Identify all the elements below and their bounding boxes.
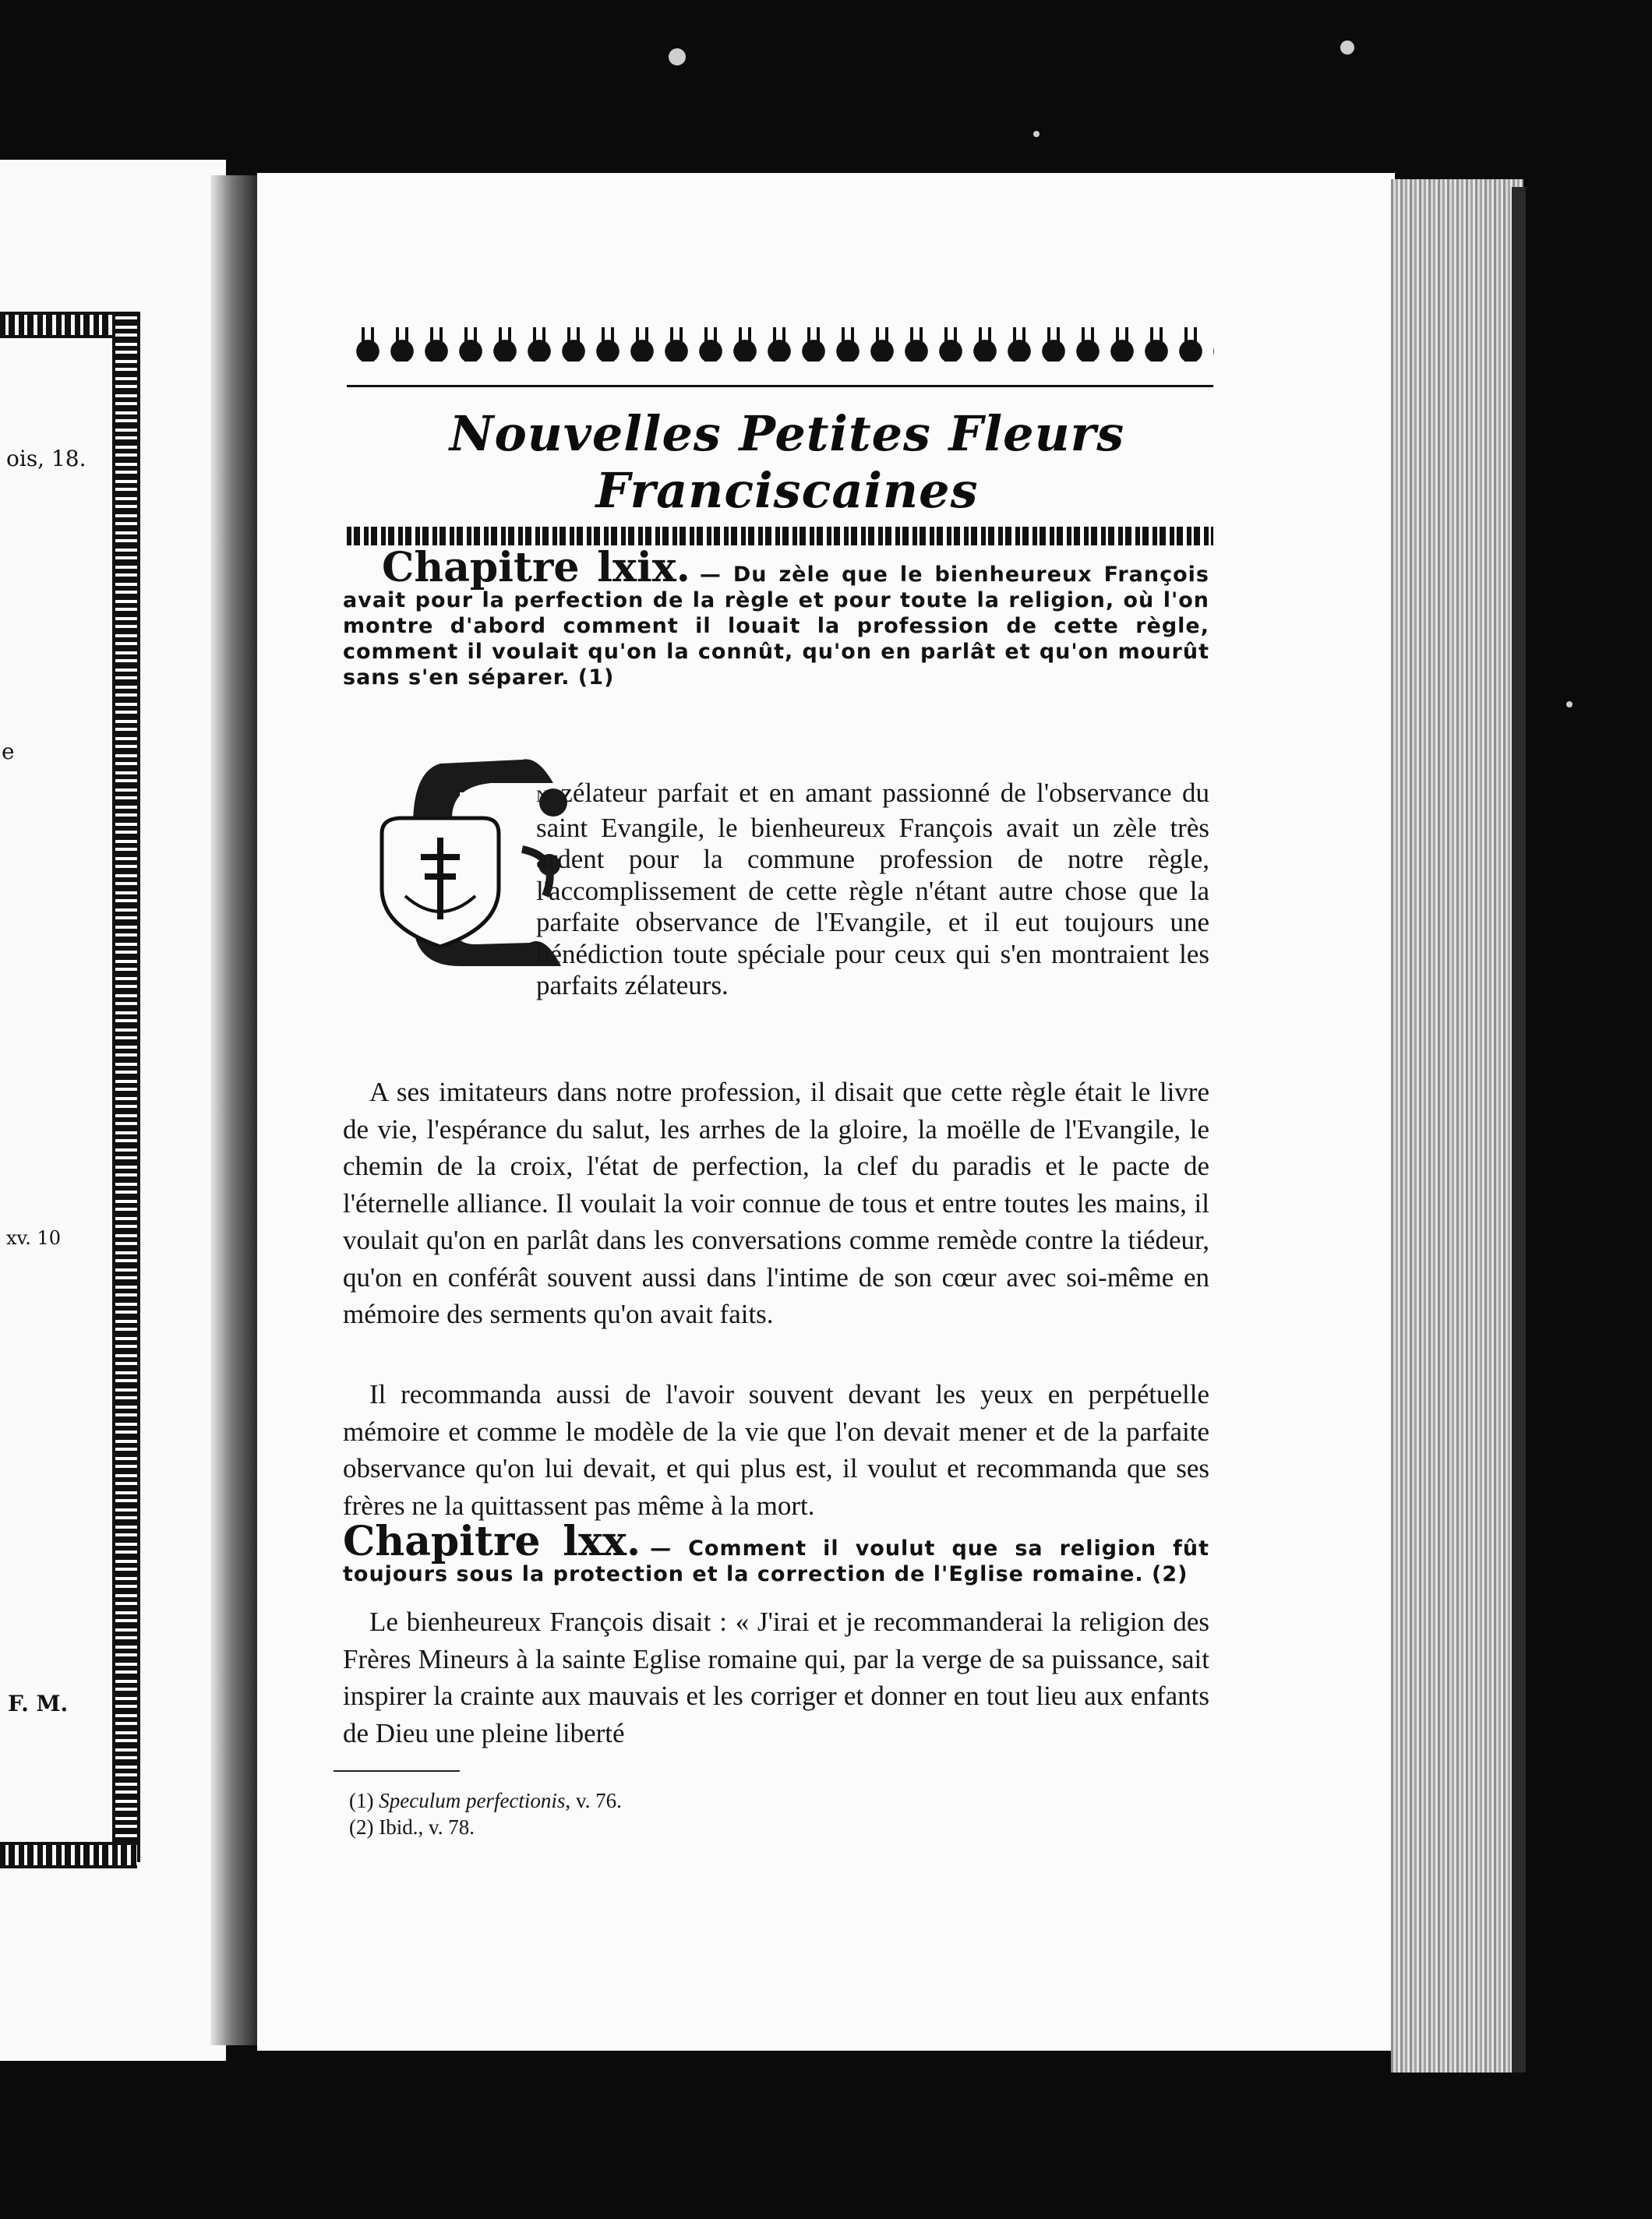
footnote-1-number: (1) [349,1789,374,1812]
paragraph-2: A ses imitateurs dans notre profession, il disait que cette règle était le livre de vie, l'espérance du salut, les arrhes de la gloire, la moëlle de l'Evangile, le chemin de la croix, l'état de perfection, la clef du paradis et le pacte de l'éternelle alliance. Il voulait la voir connue de tous et entre toutes les mains, il voulait qu'on en parlât dans les conversations comme remède contre la tiédeur, qu'on en conférât souvent aussi dans l'intime de son cœur avec soi-même en mémoire des serments qu'on avait faits. [343,1077,1209,1329]
chapter-70-paragraph-1: Le bienheureux François disait : « J'irai et je recommanderai la religion des Frères Mineurs à la sainte Eglise romaine qui, par la verge de sa puissance, sait inspirer la crainte aux mauvais et les corriger et donner en tout lieu aux enfants de Dieu une pleine liberté [343,1607,1209,1748]
left-page-text-1: ois, 18. [6,446,86,471]
left-ornamental-border-bottom [0,1842,137,1868]
left-ornamental-border [112,312,140,1862]
footnote-2: (2) Ibid., v. 78. [349,1815,475,1839]
chapter-summary-69: — Du zèle que le bienheureux François avait pour la perfection de la règle et pour toute la religion, où l'on montre d'abord comment il louait la profession de cette règle, comment il voulait qu'on la connût, qu'on en parlât et qu'on mourût sans s'en séparer. (1) [343,563,1210,690]
left-gutter-shadow [210,175,257,2045]
page-block-edge [1391,179,1523,2073]
header-ornament-band [351,327,1214,362]
running-title: Nouvelles Petites Fleurs Franciscaines [449,405,1125,519]
opening-smallcaps: N [536,786,550,806]
footnote-rule [334,1770,460,1772]
title-ornament-band [347,527,1213,545]
chapter-label-70: Chapitre lxx. [343,1518,641,1565]
footnote-1 [349,1789,622,1812]
chapter-heading-70 [343,1518,1209,1587]
footnote-1-title: Speculum perfectionis, [379,1789,571,1812]
chapter-label-69: Chapitre lxix. [382,544,690,591]
left-page-text-3: xv. 10 [6,1227,62,1249]
chapter-summary-70: — Comment il voulut que sa religion fût toujours sous la protection et la correction de l'Eglise romaine. (2) [343,1536,1209,1586]
opening-paragraph [536,778,1209,1002]
left-page-text-2: e [2,739,15,764]
film-speck [1566,701,1573,707]
page-edge-shadow [1512,187,1526,2073]
film-speck [1033,131,1040,137]
opening-text: zélateur parfait et en amant passionné de l'observance du saint Evangile, le bienheureux François avait un zèle très ardent pour la commune profession de notre règle, l'accomplissement de cette règle n'étant autre chose que la parfaite observance de l'Evangile, et il eut toujours une bénédiction toute spéciale pour ceux qui s'en montraient les parfaits zélateurs. [536,778,1209,1000]
header-rule [347,385,1213,387]
film-speck [1340,41,1354,55]
paragraph-3: Il recommanda aussi de l'avoir souvent devant les yeux en perpétuelle mémoire et comme le modèle de la vie que l'on devait mener et de la parfaite observance qu'on lui devait, et qui plus est, il voulut et recommanda que ses frères ne la quittassent pas même à la mort. [343,1379,1209,1521]
film-speck [669,48,686,65]
chapter-heading-69 [343,544,1210,690]
left-page-text-4: F. M. [8,1691,69,1716]
footnote-1-ref: v. 76. [575,1789,622,1812]
